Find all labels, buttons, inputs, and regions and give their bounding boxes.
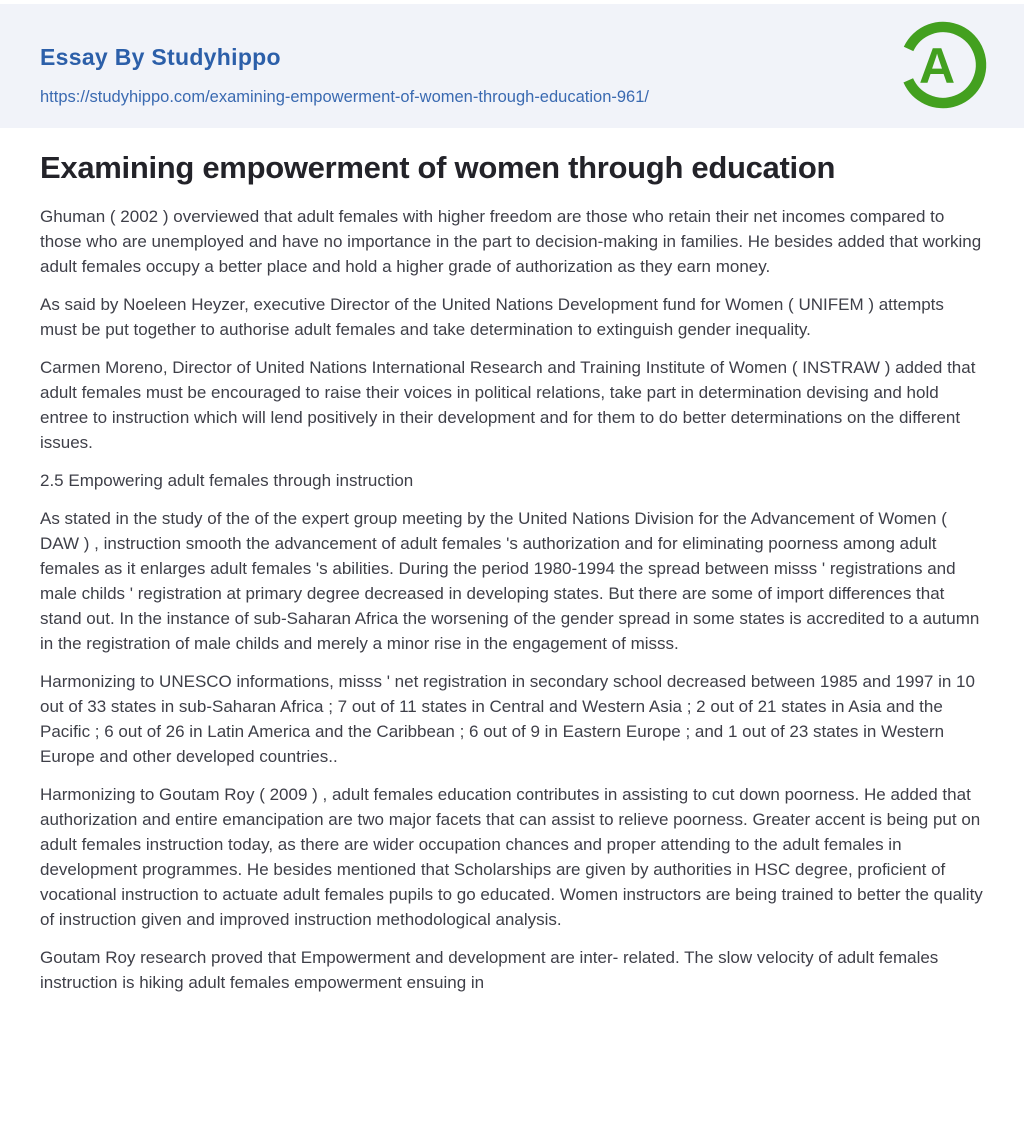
essay-paragraph: Goutam Roy research proved that Empowerment and development are inter- related. The slow velocity of adult females instruction is hiking adult females empowerment ensuing in	[40, 948, 939, 992]
essay-paragraph: As stated in the study of the of the expert group meeting by the United Nations Division for the Advancement of Women ( DAW ) , instruction smooth the advancement of adult females 's authorization and for eliminating poorness among adult females as it enlarges adult females 's abilities. During the period 1980-1994 the spread between misss ' registrations and male childs ' registration at primary degree decreased in developing states. But there are some of import differences that stand out. In the instance of sub-Saharan Africa the worsening of the gender spread in some states is accredited to a autumn in the registration of male childs and merely a minor rise in the engagement of misss.	[40, 509, 980, 653]
page-title: Examining empowerment of women through education	[40, 150, 836, 185]
essay-paragraph: As said by Noeleen Heyzer, executive Director of the United Nations Development fund for Women ( UNIFEM ) attempts must be put together to authorise adult females and take determination to extinguish gender inequality.	[40, 295, 944, 339]
essay-paragraph: Carmen Moreno, Director of United Nations International Research and Training Institute of Women ( INSTRAW ) added that adult females must be encouraged to raise their voices in political relations, take part in determination devising and hold entree to instruction which will lend positively in their development and for them to do better determinations on the different issues.	[40, 358, 976, 452]
logo-letter: A	[919, 38, 956, 94]
essay-paragraph: Harmonizing to UNESCO informations, misss ' net registration in secondary school decreased between 1985 and 1997 in 10 out of 33 states in sub-Saharan Africa ; 7 out of 11 states in Central and Western Asia ; 2 out of 21 states in Asia and the Pacific ; 6 out of 26 in Latin America and the Caribbean ; 6 out of 9 in Eastern Europe ; and 1 out of 23 states in Western Europe and other developed countries..	[40, 672, 975, 766]
studyhippo-logo-icon	[895, 18, 991, 114]
header-band	[0, 4, 1024, 128]
brand-title: Essay By Studyhippo	[40, 44, 281, 70]
source-url-link[interactable]: https://studyhippo.com/examining-empowerment-of-women-through-education-961/	[40, 88, 649, 106]
essay-body	[0, 128, 1024, 1008]
essay-paragraph: Ghuman ( 2002 ) overviewed that adult females with higher freedom are those who retain their net incomes compared to those who are unemployed and have no importance in the part to decision-making in families. He besides added that working adult females occupy a better place and hold a higher grade of authorization as they earn money.	[40, 207, 982, 276]
essay-paragraph: Harmonizing to Goutam Roy ( 2009 ) , adult females education contributes in assisting to cut down poorness. He added that authorization and entire emancipation are two major facets that can assist to relieve poorness. Greater accent is being put on adult females instruction today, as there are wider occupation chances and proper attending to the adult females in development programmes. He besides mentioned that Scholarships are given by authorities in HSC degree, proficient of vocational instruction to actuate adult females pupils to go educated. Women instructors are being trained to better the quality of instruction given and improved instruction methodological analysis.	[40, 785, 983, 929]
section-heading: 2.5 Empowering adult females through instruction	[40, 471, 414, 490]
